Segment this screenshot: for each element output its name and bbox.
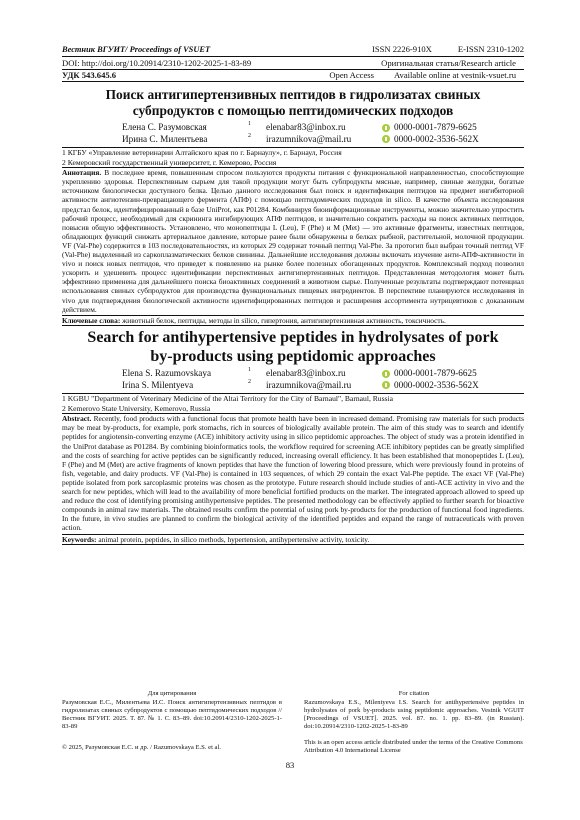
author-row: [122, 134, 524, 145]
abstract-text: Recently, food products with a functional focus that promote health have been in increased demand. Promising raw materials for such products may be meat by-products, for example, pork stomachs, rich in sources of biologically available protein. The aim of this study was to search and identify peptides for angiotensin-converting enzyme (ACE) inhibitory activity using in silico peptidomic approaches. The object of study was a protein identified in the UniProt database as P01284. By combining bioinformatics tools, the workflow required for screening ACE inhibitory peptides can be greatly simplified and the costs of searching for active peptides can be significantly reduced, increasing overall efficiency. It has been established that monopeptides L (Leu), F (Phe) and M (Met) are active fragments of known peptides that have the function of lowering blood pressure, which were previously found in proteins of fish, vegetable, and dairy products. VF (Val-Phe) is contained in 103 sequences, of which 29 contain the exact Val-Phe peptide. The exact VF (Val-Phe) peptide isolated from pork sarcoplasmic proteins was chosen as the prototype. Future research should include studies of anti-ACE activity in vivo and the search for new peptides, which will lead to the availability of more beneficial fortified products on the market. The integrated approach allowed to speed up and reduce the cost of identifying promising antihypertensive peptides. The presented methodology can be effectively applied to further search for bioactive compounds in animal raw materials. The obtained results confirm the potential of using pork by-products for the production of functional food ingredients. In the future, in vivo studies are planned to confirm the biological activity of the identified peptides and expand the range of nutraceuticals with proven action.: [62, 414, 524, 533]
abstract-russian: [62, 168, 524, 314]
title-russian: Поиск антигипертензивных пептидов в гидролизатах свиных субпродуктов с помощью пептидомических подходов: [105, 87, 481, 119]
citation-text: Razumovskaya E.S., Milentyeva I.S. Search for antihypertensive peptides in hydrolysates of pork by-products using peptidomic approaches. Vestnik VGUIT [Proceedings of VSUET]. 2025. vol. 87. no. 1. pp. 83–89. (in Russian). doi:10.20914/2310-1202-2025-1-83-89: [304, 699, 524, 730]
open-access-label: Open Access: [329, 70, 374, 81]
issn-block: [372, 44, 524, 55]
available-online-link[interactable]: Available online at vestnik-vsuet.ru: [393, 70, 516, 81]
page-number: 83: [285, 760, 295, 770]
author-name: Irina S. Milentyeva: [122, 379, 194, 390]
issn: ISSN 2226-910X: [371, 44, 432, 54]
citation-block: [62, 690, 524, 731]
affiliation: 1 КГБУ «Управление ветеринарии Алтайского края по г. Барнаулу», г. Барнаул, Россия: [62, 148, 342, 157]
author-orcid[interactable]: 0000-0002-3536-562X: [394, 379, 479, 390]
keywords-text: животный белок, пептиды, методы in silico, гипертония, антигипертензивная активность, токсичность.: [122, 315, 446, 325]
keywords-english: [62, 535, 524, 544]
author-email[interactable]: irazumnikova@mail.ru: [266, 133, 352, 144]
keywords-russian: [62, 316, 524, 325]
title-english: Search for antihypertensive peptides in hydrolysates of pork by-products using peptidomic approaches: [87, 329, 499, 365]
section-rule: [62, 544, 524, 545]
affiliation: 2 Кемеровский государственный университет, г. Кемерово, Россия: [62, 157, 277, 167]
udc-rule: [62, 81, 524, 82]
author-row: [122, 122, 524, 133]
authors-russian: [122, 122, 524, 145]
citation-text: Разумовская Е.С., Милентьева И.С. Поиск антигипертензивных пептидов в гидролизатах свиных субпродуктов с помощью пептидомических подходов // Вестник ВГУИТ. 2025. Т. 87. № 1. С. 83–89. doi:10.20914/2310-1202-2025-1-83-89: [62, 699, 282, 730]
orcid-icon: [382, 370, 390, 378]
orcid-icon: [382, 135, 390, 143]
eissn: E-ISSN 2310-1202: [457, 44, 524, 54]
keywords-label: Ключевые слова:: [62, 315, 121, 325]
udc-row: [62, 70, 524, 81]
abstract-label: Аннотация.: [62, 168, 102, 178]
keywords-text: animal protein, peptides, in silico methods, hypertension, antihypertensive activity, toxicity.: [98, 534, 370, 544]
author-name: Ирина С. Милентьева: [122, 133, 208, 144]
copyright: © 2025, Разумовская Е.С. и др. / Razumovskaya E.S. et al.: [62, 744, 221, 751]
citation-heading: Для цитирования: [147, 690, 197, 697]
section-rule: [62, 325, 524, 326]
header-rule: [62, 56, 524, 57]
affiliation: 1 KGBU "Department of Veterinary Medicine of the Altai Territory for the City of Barnaul", Barnaul, Russia: [62, 394, 393, 404]
udc-code: УДК 543.645.6: [62, 70, 117, 81]
author-affiliation-number: 2: [248, 378, 251, 385]
author-row: [122, 368, 524, 379]
open-access-block: [329, 70, 516, 81]
doi-row: [62, 58, 524, 69]
author-email[interactable]: elenabar83@inbox.ru: [266, 122, 346, 133]
author-orcid[interactable]: 0000-0001-7879-6625: [394, 368, 477, 379]
citation-heading: For citation: [398, 690, 430, 697]
author-email[interactable]: irazumnikova@mail.ru: [266, 379, 352, 390]
affiliation: 2 Kemerovo State University, Kemerovo, Russia: [62, 403, 211, 413]
article-type: Оригинальная статья/Research article: [381, 57, 516, 68]
author-orcid[interactable]: 0000-0002-3536-562X: [394, 133, 479, 144]
license-note: This is an open access article distributed under the terms of the Creative Commons Attribution 4.0 International License: [304, 739, 523, 754]
journal-name: Вестник ВГУИТ/ Proceedings of VSUET: [62, 45, 211, 54]
orcid-icon: [382, 381, 390, 389]
abstract-label: Abstract.: [62, 414, 92, 424]
abstract-english: [62, 414, 524, 532]
author-name: Elena S. Razumovskaya: [122, 368, 212, 379]
author-affiliation-number: 1: [248, 121, 251, 128]
article-page: [62, 44, 524, 545]
journal-header-row: [62, 44, 524, 56]
doi-link[interactable]: DOI: http://doi.org/10.20914/2310-1202-2025-1-83-89: [62, 57, 252, 68]
author-affiliation-number: 1: [248, 367, 251, 374]
orcid-icon: [382, 124, 390, 132]
authors-english: [122, 368, 524, 391]
author-email[interactable]: elenabar83@inbox.ru: [266, 368, 346, 379]
citation-russian: [62, 690, 282, 731]
footer: [62, 739, 524, 755]
author-orcid[interactable]: 0000-0001-7879-6625: [394, 122, 477, 133]
abstract-text: В последнее время, повышенным спросом пользуются продукты питания с функциональной направленностью, способствующие укреплению здоровья. Перспективным сырьем для такой продукции могут быть субпродукты мясные, например, свиные желудки, богатые источником биологически доступного белка. Целью данного исследования был поиск и идентификация пептидов на предмет ингибиторной активности ангиотензин-превращающего фермента (АПФ) с помощью пептидомических подходов in silico. В качестве объекта исследования предстал белок, идентифицированный в базе UniProt, как P01284. Комбинируя биоинформационные инструменты, можно значительно упростить рабочий процесс, необходимый для скрининга ингибирующих АПФ пептидов, и значительно сократить расходы на поиск активных пептидов, повысив общую эффективность. Установлено, что монопептиды L (Leu), F (Phe) и M (Met) — это активные фрагменты, известных пептидов, обладающих функций снижать артериальное давление, которые ранее были обнаружены в белках рыбной, растительной, молочной продукции. VF (Val-Phe) содержится в 103 последовательностях, из которых 29 содержат точный пептид Val-Phe. За протогип был выбран точный пептид VF (Val-Phe) выделенный из саркоплазматических белков свинины. Дальнейшие исследования должны включать изучение анти-АПФ-активности in vivo и поиск новых пептидов, что приведет к появлению на рынке более полезных обогащенных продуктов. Комплексный подход позволил ускорить и удешевить процесс идентификации перспективных антигипертензивных пептидов. Представленная методология может быть эффективно применена для дальнейшего поиска биоактивных соединений в животном сырье. Полученные результаты подтверждают потенциал использования свиных субпродуктов для производства функциональных пищевых ингредиентов. В перспективе планируются исследования in vivo для подтверждения биологической активности идентифицированных пептидов и расширения ассортимента нутрицевтиков с доказанным действием.: [62, 168, 524, 314]
author-name: Елена С. Разумовская: [122, 122, 207, 133]
keywords-label: Keywords:: [62, 534, 97, 544]
author-row: [122, 380, 524, 391]
author-affiliation-number: 2: [248, 132, 251, 139]
citation-english: [304, 690, 524, 731]
